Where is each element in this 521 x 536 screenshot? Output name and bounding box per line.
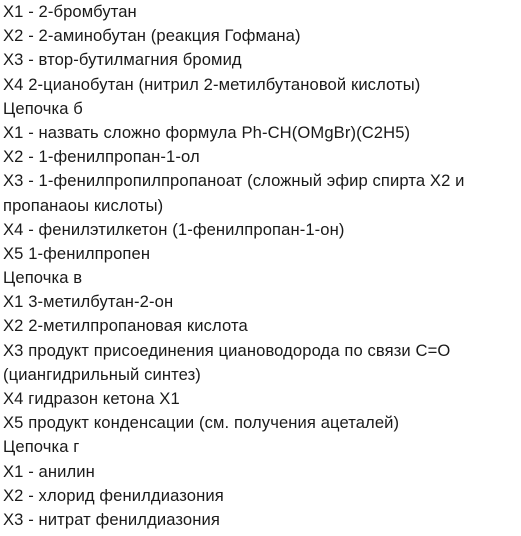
- line-chain-d-x3: X3 - нитрат фенилдиазония: [3, 509, 220, 529]
- line-chain-a-x3: X3 - втор-бутилмагния бромид: [3, 50, 242, 70]
- line-chain-b-x3-cont: пропанаоы кислоты): [3, 195, 164, 215]
- line-chain-d-x1: X1 - анилин: [3, 461, 95, 481]
- line-chain-c-x3: X3 продукт присоединения циановодорода по связи C=O: [3, 340, 451, 360]
- answer-text: [3, 0, 519, 532]
- line-chain-c-x5: X5 продукт конденсации (см. получения ацеталей): [3, 413, 400, 433]
- line-chain-d-x2: X2 - хлорид фенилдиазония: [3, 485, 224, 505]
- line-chain-b-x5: X5 1-фенилпропен: [3, 243, 151, 263]
- line-chain-a-x4: X4 2-цианобутан (нитрил 2-метилбутановой кислоты): [3, 74, 421, 94]
- heading-chain-d: Цепочка г: [3, 437, 80, 457]
- line-chain-b-x2: X2 - 1-фенилпропан-1-ол: [3, 147, 200, 167]
- line-chain-b-x4: X4 - фенилэтилкетон (1-фенилпропан-1-он): [3, 219, 345, 239]
- line-chain-c-x4: X4 гидразон кетона X1: [3, 389, 180, 408]
- line-chain-c-x3-cont: (циангидрильный синтез): [3, 364, 201, 384]
- heading-chain-c: Цепочка в: [3, 268, 83, 288]
- heading-chain-b: Цепочка б: [3, 98, 83, 118]
- line-chain-b-x3: X3 - 1-фенилпропилпропаноат (сложный эфир спирта X2 и: [3, 171, 465, 191]
- line-chain-c-x2: X2 2-метилпропановая кислота: [3, 316, 248, 336]
- line-chain-a-x2: X2 - 2-аминобутан (реакция Гофмана): [3, 26, 301, 46]
- line-chain-b-x1: X1 - назвать сложно формула Ph-CH(OMgBr)(C2H5): [3, 122, 411, 142]
- line-chain-a-x1: X1 - 2-бромбутан: [3, 2, 137, 21]
- line-chain-c-x1: X1 3-метилбутан-2-он: [3, 292, 174, 312]
